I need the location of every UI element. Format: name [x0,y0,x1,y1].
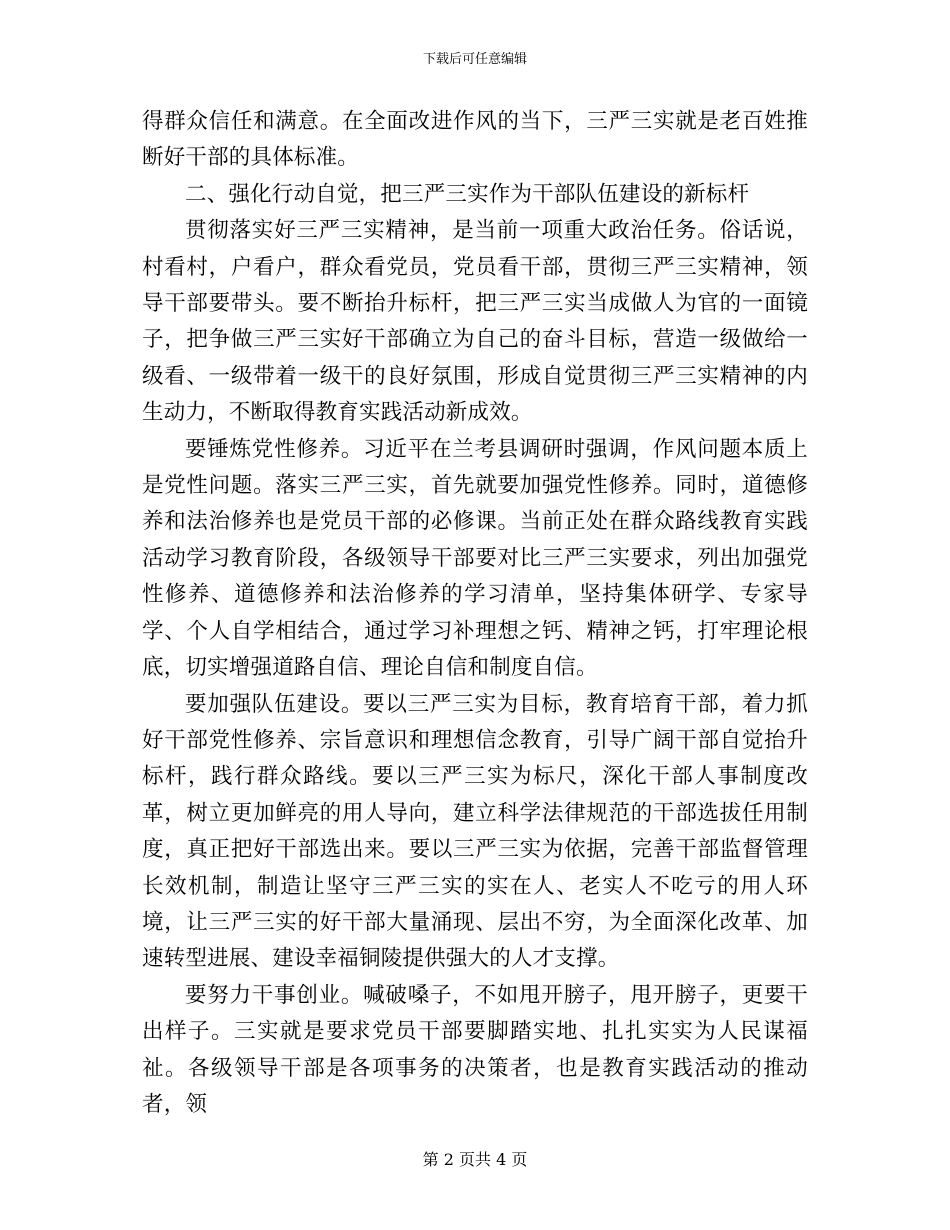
paragraph: 要努力干事创业。喊破嗓子，不如甩开膀子，甩开膀子，更要干出样子。三实就是要求党员干部要脚踏实地、扎扎实实为人民谋福祉。各级领导干部是各项事务的决策者，也是教育实践活动的推动者，领 [142,982,808,1117]
paragraph: 要锤炼党性修养。习近平在兰考县调研时强调，作风问题本质上是党性问题。落实三严三实，首先就要加强党性修养。同时，道德修养和法治修养也是党员干部的必修课。当前正处在群众路线教育实践活动学习教育阶段，各级领导干部要对比三严三实要求，列出加强党性修养、道德修养和法治修养的学习清单，坚持集体研学、专家导学、个人自学相结合，通过学习补理想之钙、精神之钙，打牢理论根底，切实增强道路自信、理论自信和制度自信。 [142,436,808,681]
paragraph-continuation: 得群众信任和满意。在全面改进作风的当下，三严三实就是老百姓推断好干部的具体标准。 [142,109,808,171]
section-heading: 二、强化行动自觉，把三严三实作为干部队伍建设的新标杆 [185,181,750,207]
page-header-note: 下载后可任意编辑 [422,52,527,67]
document-body [142,104,808,1123]
paragraph: 要加强队伍建设。要以三严三实为目标，教育培育干部，着力抓好干部党性修养、宗旨意识和理想信念教育，引导广阔干部自觉抬升标杆，践行群众路线。要以三严三实为标尺，深化干部人事制度改革，树立更加鲜亮的用人导向，建立科学法律规范的干部选拔任用制度，真正把好干部选出来。要以三严三实为依据，完善干部监督管理长效机制，制造让坚守三严三实的实在人、老实人不吃亏的用人环境，让三严三实的好干部大量涌现、层出不穷，为全面深化改革、加速转型进展、建设幸福铜陵提供强大的人才支撑。 [142,691,808,972]
paragraph: 贯彻落实好三严三实精神，是当前一项重大政治任务。俗话说，村看村，户看户，群众看党员，党员看干部，贯彻三严三实精神，领导干部要带头。要不断抬升标杆，把三严三实当成做人为官的一面镜子，把争做三严三实好干部确立为自己的奋斗目标，营造一级做给一级看、一级带着一级干的良好氛围，形成自觉贯彻三严三实精神的内生动力，不断取得教育实践活动新成效。 [142,218,808,426]
page-number-footer: 第 2 页共 4 页 [422,1150,528,1169]
